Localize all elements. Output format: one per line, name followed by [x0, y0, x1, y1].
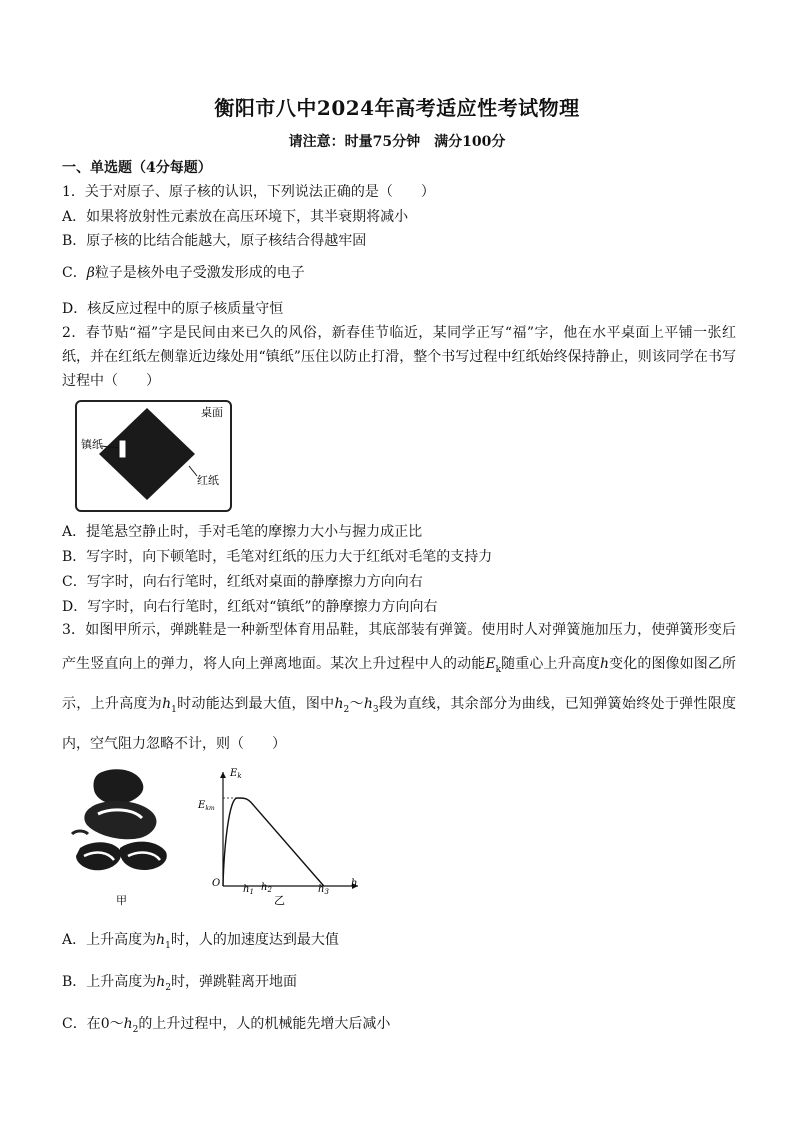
q3-option-a: A．上升高度为$h_1$时，人的加速度达到最大值 — [62, 932, 339, 951]
fig2-label-weight: 镇纸 — [81, 438, 103, 451]
ek-curve — [223, 798, 324, 886]
red-paper-shape — [99, 408, 195, 500]
fig2-label-desk: 桌面 — [201, 406, 223, 419]
fig3-caption-right: 乙 — [274, 894, 285, 907]
x-axis-label: h — [351, 878, 358, 889]
q1-option-c-prefix: C． — [62, 265, 87, 281]
q3-figure — [62, 764, 362, 914]
q3-option-c: C．在$0\sim h_2$的上升过程中，人的机械能先增大后减小 — [62, 1016, 391, 1035]
q1-option-b: B．原子核的比结合能越大，原子核结合得越牢固 — [62, 233, 367, 249]
q1-option-c — [62, 263, 305, 283]
section-heading: 一、单选题（4分每题） — [62, 160, 212, 176]
q2-option-d: D．写字时，向右行笔时，红纸对“镇纸”的静摩擦力方向向右 — [62, 599, 438, 615]
q2-option-a: A．提笔悬空静止时，手对毛笔的摩擦力大小与握力成正比 — [62, 524, 423, 540]
y-axis-arrow — [220, 772, 226, 778]
paperweight-shape — [119, 440, 126, 458]
beta-symbol: β — [86, 265, 95, 281]
q2-stem: 2．春节贴“福”字是民间由来已久的风俗，新春佳节临近，某同学正写“福”字，他在水平桌面上平铺一张红纸，并在红纸左侧靠近边缘处用“镇纸”压住以防止打滑，整个书写过程中红纸始终保持静止，则该同学在书写过程中（ ） — [62, 325, 736, 389]
origin-label: O — [212, 878, 221, 889]
q2-option-b: B．写字时，向下顿笔时，毛笔对红纸的压力大于红纸对毛笔的支持力 — [62, 549, 493, 565]
q1-option-c-text: 粒子是核外电子受激发形成的电子 — [94, 265, 305, 281]
ekm-label: $E_{km}$ — [198, 800, 215, 812]
fig3-caption-left: 甲 — [116, 894, 127, 907]
q2-option-c: C．写字时，向右行笔时，红纸对桌面的静摩擦力方向向右 — [62, 574, 423, 590]
y-axis-label: $E_k$ — [230, 768, 242, 780]
jump-shoe-photo — [72, 769, 167, 870]
page-subtitle: 请注意：时量75分钟 满分100分 — [288, 134, 506, 150]
q2-figure — [75, 400, 232, 512]
q3-stem: 3．如图甲所示，弹跳鞋是一种新型体育用品鞋，其底部装有弹簧。使用时人对弹簧施加压力，使弹簧形变后产生竖直向上的弹力，将人向上弹离地面。某次上升过程中人的动能$E_k$随重心上升高度h变化的图像如图乙所示，上升高度为$h_1$时动能达到最大值，图中$h_2\sim h_3$段为直线，其余部分为曲线，已知弹簧始终处于弹性限度内，空气阻力忽略不计，则（ ） — [62, 622, 737, 752]
q3-option-b: B．上升高度为$h_2$时，弹跳鞋离开地面 — [62, 974, 298, 993]
q1-stem: 1．关于对原子、原子核的认识，下列说法正确的是（ ） — [62, 184, 435, 200]
q1-option-a: A．如果将放射性元素放在高压环境下，其半衰期将减小 — [62, 209, 409, 225]
ek-h-graph — [197, 768, 358, 907]
fig2-label-paper: 红纸 — [197, 474, 219, 487]
q1-option-d: D．核反应过程中的原子核质量守恒 — [62, 301, 284, 317]
tick-h1: $h_1$ — [243, 884, 254, 896]
page-title: 衡阳市八中2024年高考适应性考试物理 — [214, 96, 580, 120]
tick-h2: $h_2$ — [261, 882, 272, 894]
tick-h3: $h_3$ — [318, 884, 329, 896]
